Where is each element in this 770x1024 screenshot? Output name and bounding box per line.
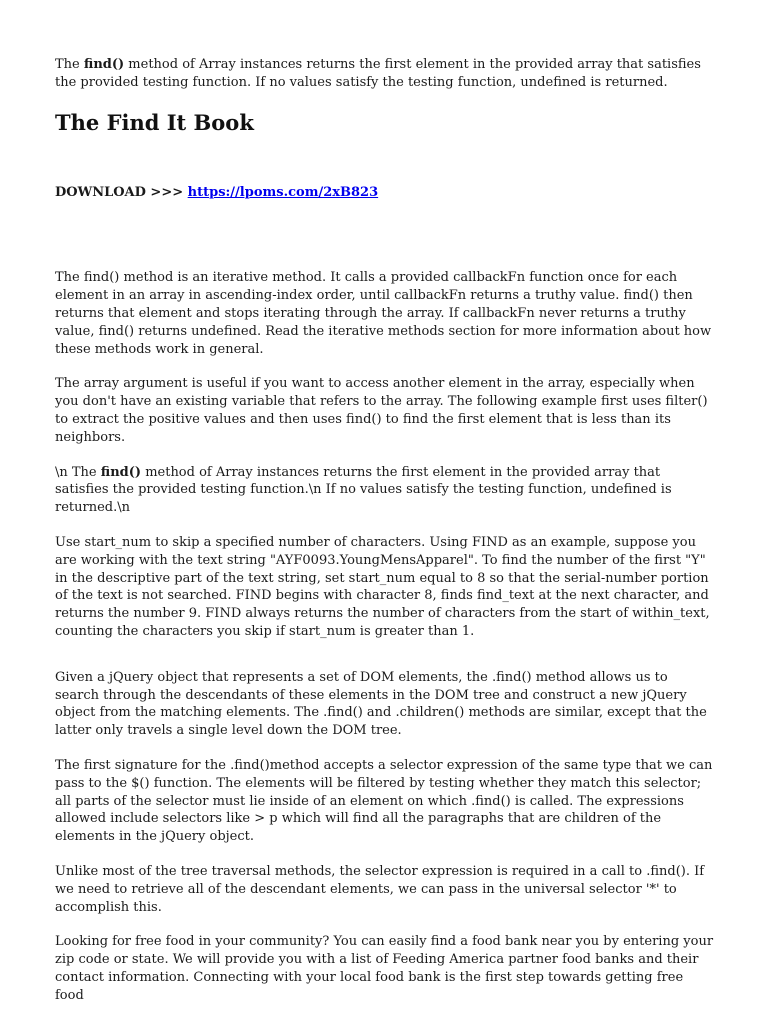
paragraph-find-repeat: [55, 464, 715, 517]
paragraph-find-repeat-bold: find(): [100, 464, 142, 480]
download-link[interactable]: https://lpoms.com/2xB823: [187, 184, 379, 200]
download-label: DOWNLOAD >>>: [55, 184, 188, 200]
intro-bold-term: find(): [83, 57, 125, 72]
intro-prefix: The: [55, 57, 84, 72]
paragraph-first-signature: The first signature for the .find()method accepts a selector expression of the same type that we can pass to the $() function. The elements will be filtered by testing whether they match this selector; all parts of the selector must lie inside of an element on which .find() is called. The expressions allowed include selectors like > p which will find all the paragraphs that are children of the elements in the jQuery object.: [55, 757, 713, 845]
paragraph-start-num: Use start_num to skip a specified number of characters. Using FIND as an example, suppose you are working with the text string "AYF0093.YoungMensApparel". To find the number of the first "Y" in the descriptive part of the text string, set start_num equal to 8 so that the serial-number portion of the text is not searched. FIND begins with character 8, finds find_text at the next character, and returns the number 9. FIND always returns the number of characters from the start of within_text, counting the characters you skip if start_num is greater than 1.: [55, 534, 710, 639]
download-line: [55, 184, 715, 202]
paragraph-selector-required: Unlike most of the tree traversal methods, the selector expression is required in a call to .find(). If we need to retrieve all of the descendant elements, we can pass in the universal selector '*' to accomplish this.: [55, 863, 705, 915]
intro-paragraph: [55, 56, 715, 92]
paragraph-array-argument: The array argument is useful if you want to access another element in the array, especially when you don't have an existing variable that refers to the array. The following example first uses filter() to extract the positive values and then uses find() to find the first element that is less than its neighbors.: [55, 376, 708, 445]
paragraph-iterative-method: The find() method is an iterative method. It calls a provided callbackFn function once for each element in an array in ascending-index order, until callbackFn returns a truthy value. find() then returns that element and stops iterating through the array. If callbackFn never returns a truthy value, find() returns undefined. Read the iterative methods section for more information about how these methods work in general.: [55, 270, 712, 357]
intro-suffix: method of Array instances returns the first element in the provided array that satisfies the provided testing function. If no values satisfy the testing function, undefined is returned.: [55, 57, 701, 90]
paragraph-jquery-find: Given a jQuery object that represents a set of DOM elements, the .find() method allows us to search through the descendants of these elements in the DOM tree and construct a new jQuery object from the matching elements. The .find() and .children() methods are similar, except that the latter only travels a single level down the DOM tree.: [55, 669, 707, 739]
paragraph-find-repeat-prefix: \n The: [55, 464, 101, 480]
document-page: [55, 56, 715, 1021]
paragraph-find-repeat-suffix: method of Array instances returns the first element in the provided array that satisfies the provided testing function.\n If no values satisfy the testing function, undefined is returned.\n: [55, 464, 672, 516]
page-title: The Find It Book: [55, 109, 254, 135]
paragraph-free-food: Looking for free food in your community? You can easily find a food bank near you by entering your zip code or state. We will provide you with a list of Feeding America partner food banks and their contact information. Connecting with your local food bank is the first step towards getting free food: [55, 934, 714, 1003]
